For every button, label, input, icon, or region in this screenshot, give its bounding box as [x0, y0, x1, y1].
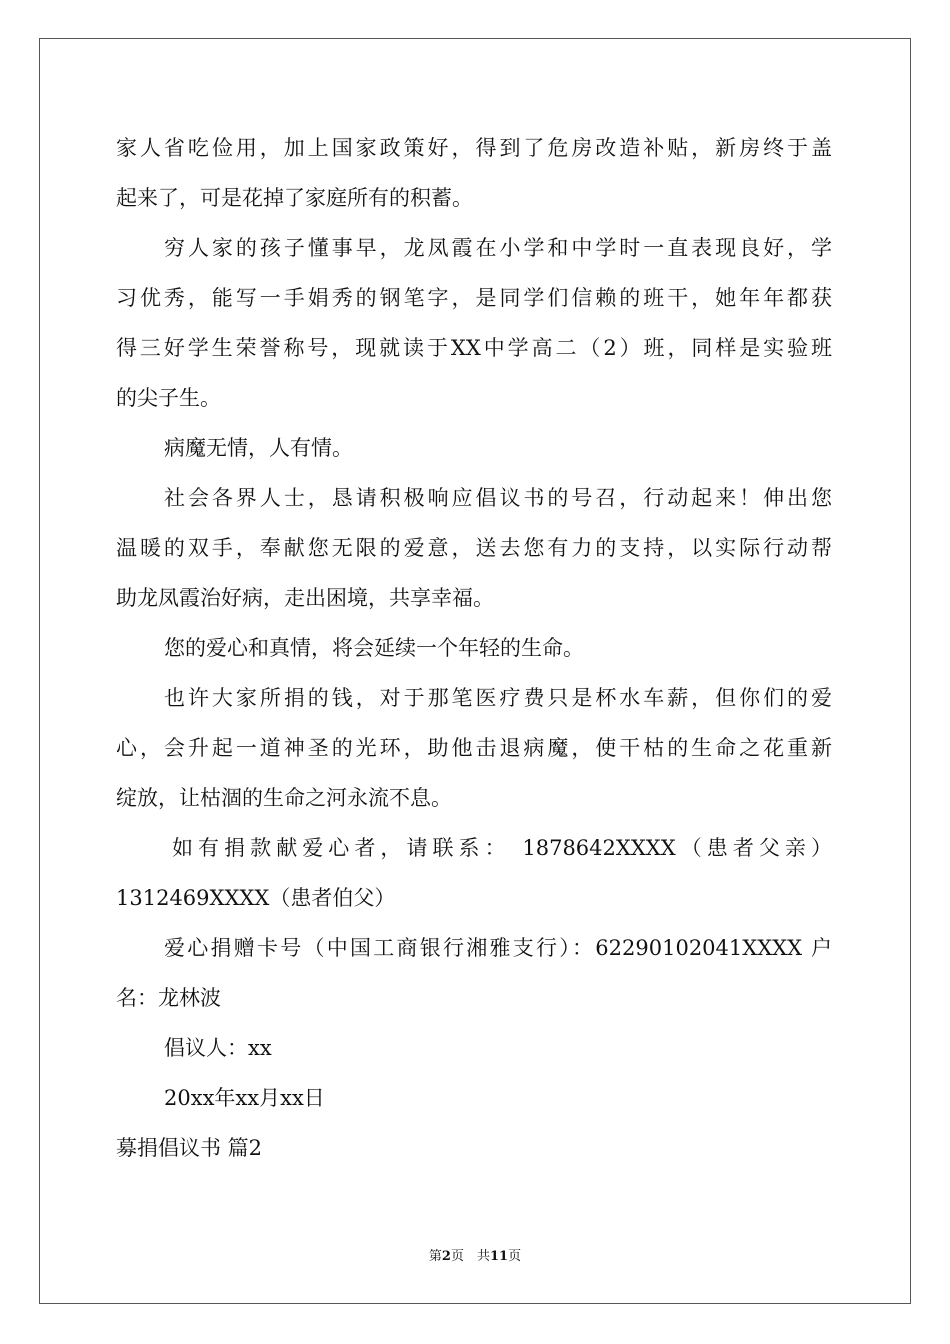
p10-line1: 20xx年xx月xx日 — [164, 1086, 325, 1110]
p6-line3: 绽放，让枯涸的生命之河永流不息。 — [116, 786, 452, 810]
p2-line2: 习优秀，能写一手娟秀的钢笔字，是同学们信赖的班干，她年年都获 — [116, 286, 832, 310]
p4-line2: 温暖的双手，奉献您无限的爱意，送去您有力的支持，以实际行动帮 — [116, 536, 832, 560]
p7-line1: 如有捐款献爱心者，请联系： 1878642XXXX（患者父亲） — [172, 836, 832, 860]
footer-page-mid: 页 共 — [450, 1249, 490, 1264]
page-footer — [0, 1249, 950, 1265]
p1-line1: 家人省吃俭用，加上国家政策好，得到了危房改造补贴，新房终于盖 — [116, 136, 832, 160]
p5-line1: 您的爱心和真情，将会延续一个年轻的生命。 — [164, 636, 584, 660]
p2-line4: 的尖子生。 — [116, 386, 221, 410]
p8-line1: 爱心捐赠卡号（中国工商银行湘雅支行）：62290102041XXXX 户 — [164, 936, 832, 960]
p4-line1: 社会各界人士，恳请积极响应倡议书的号召，行动起来！伸出您 — [164, 486, 832, 510]
p1-line2: 起来了，可是花掉了家庭所有的积蓄。 — [116, 186, 473, 210]
p9-line1: 倡议人：xx — [164, 1036, 272, 1060]
page-border — [39, 38, 911, 1304]
p2-line1: 穷人家的孩子懂事早，龙凤霞在小学和中学时一直表现良好，学 — [164, 236, 832, 260]
p7-line2: 1312469XXXX（患者伯父） — [116, 886, 396, 910]
section-heading: 募捐倡议书 篇2 — [116, 1136, 263, 1160]
p6-line1: 也许大家所捐的钱，对于那笔医疗费只是杯水车薪，但你们的爱 — [164, 686, 832, 710]
p8-line2: 名：龙林波 — [116, 986, 221, 1010]
footer-page-current: 2 — [441, 1249, 451, 1264]
footer-page-suffix: 页 — [508, 1249, 522, 1264]
footer-page-total: 11 — [489, 1249, 509, 1264]
p6-line2: 心，会升起一道神圣的光环，助他击退病魔，使干枯的生命之花重新 — [116, 736, 832, 760]
p4-line3: 助龙凤霞治好病，走出困境，共享幸福。 — [116, 586, 494, 610]
p3-line1: 病魔无情，人有情。 — [164, 436, 353, 460]
footer-page-prefix: 第 — [428, 1249, 442, 1264]
p2-line3: 得三好学生荣誉称号，现就读于XX中学高二（2）班，同样是实验班 — [116, 336, 832, 360]
